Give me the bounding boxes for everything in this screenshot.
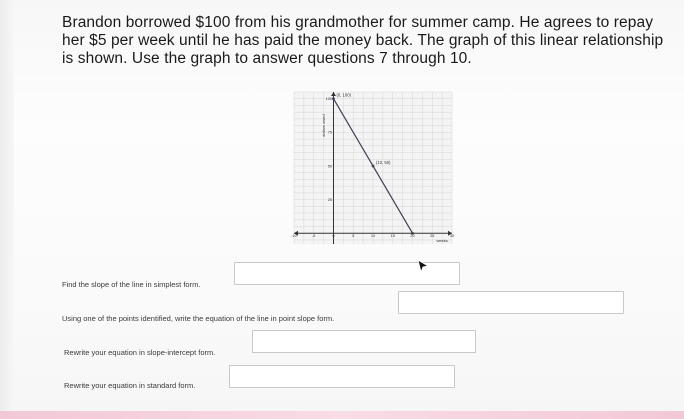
x-tick-label: 25 (430, 234, 435, 239)
question-10-answer-input[interactable] (229, 365, 455, 388)
x-tick-label: 5 (352, 234, 355, 239)
x-tick-label: 20 (410, 234, 415, 239)
y-tick-label: 25 (327, 197, 332, 202)
x-tick-label: 15 (390, 234, 395, 239)
graph-svg (288, 88, 458, 258)
data-point (411, 232, 414, 235)
question-9-label: Rewrite your equation in slope-intercept form. (64, 348, 216, 357)
point-label: (0, 100) (336, 92, 351, 98)
y-axis-label: dollars owed (320, 114, 326, 137)
x-tick-label: -5 (312, 234, 316, 239)
question-9-answer-input[interactable] (252, 330, 476, 353)
x-tick-label: 10 (370, 234, 376, 239)
x-tick-label: -10 (291, 234, 297, 239)
linear-graph (288, 88, 458, 258)
page-edge-shadow (0, 0, 14, 419)
question-8-answer-input[interactable] (398, 291, 624, 314)
data-point (332, 97, 335, 100)
x-axis-label: weeks (436, 238, 448, 244)
x-tick-label: 30 (449, 234, 455, 239)
question-7-label: Find the slope of the line in simplest form. (62, 280, 201, 289)
mouse-pointer-icon (416, 259, 430, 273)
y-tick-label: 100 (325, 97, 332, 102)
y-tick-label: 50 (327, 164, 332, 169)
x-tick-label: 0 (332, 234, 335, 239)
y-tick-label: 75 (327, 130, 332, 135)
point-label: (10, 50) (376, 159, 391, 165)
question-10-label: Rewrite your equation in standard form. (64, 381, 196, 390)
bottom-bar (0, 411, 684, 419)
problem-statement (62, 14, 674, 68)
data-point (372, 165, 375, 168)
question-8-label: Using one of the points identified, write the equation of the line in point slope form. (62, 314, 335, 323)
problem-text: Brandon borrowed $100 from his grandmother for summer camp. He agrees to repay her $5 per week until he has paid the money back. The graph of this linear relationship is shown. Use the graph to answer questions 7 through 10. (62, 14, 664, 67)
